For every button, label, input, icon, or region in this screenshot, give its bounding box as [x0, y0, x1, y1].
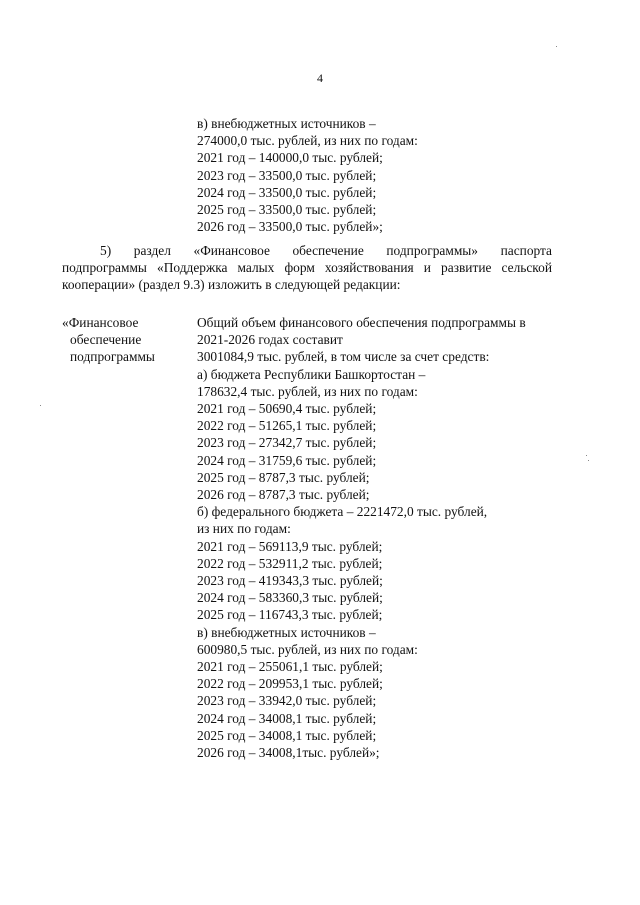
label-line: обеспечение — [70, 332, 142, 348]
label-line: «Финансовое — [62, 315, 139, 330]
content-line: 2023 год – 419343,3 тыс. рублей; — [197, 573, 383, 589]
top-funding-block — [197, 115, 418, 235]
page-number: 4 — [317, 71, 323, 85]
top-block-line: 2023 год – 33500,0 тыс. рублей; — [197, 167, 377, 183]
table-label-cell — [62, 314, 192, 366]
content-line: 2025 год – 34008,1 тыс. рублей; — [197, 727, 377, 743]
top-block-line: 2026 год – 33500,0 тыс. рублей»; — [197, 219, 383, 235]
content-line: 2024 год – 34008,1 тыс. рублей; — [197, 710, 377, 726]
content-line: 2022 год – 51265,1 тыс. рублей; — [197, 418, 377, 434]
top-block-line: в) внебюджетных источников – — [197, 116, 376, 131]
top-block-line: 2021 год – 140000,0 тыс. рублей; — [197, 150, 383, 166]
content-line: 2022 год – 209953,1 тыс. рублей; — [197, 676, 383, 692]
content-line: 2025 год – 116743,3 тыс. рублей; — [197, 607, 383, 623]
content-line: 2023 год – 27342,7 тыс. рублей; — [197, 435, 377, 451]
scan-speck — [588, 460, 589, 461]
paragraph-line: кооперации» (раздел 9.3) изложить в следующей редакции: — [62, 277, 401, 293]
label-line: подпрограммы — [70, 349, 155, 365]
content-line: 2026 год – 34008,1тыс. рублей»; — [197, 745, 380, 761]
top-block-line: 2025 год – 33500,0 тыс. рублей; — [197, 202, 377, 218]
content-line: из них по годам: — [197, 521, 291, 537]
content-line: 2024 год – 583360,3 тыс. рублей; — [197, 590, 383, 606]
content-line: 600980,5 тыс. рублей, из них по годам: — [197, 641, 418, 657]
scan-speck — [586, 455, 587, 456]
content-line: Общий объем финансового обеспечения подпрограммы в — [197, 315, 526, 330]
content-line: 3001084,9 тыс. рублей, в том числе за счет средств: — [197, 349, 490, 365]
content-line: 178632,4 тыс. рублей, из них по годам: — [197, 383, 418, 399]
content-line: в) внебюджетных источников – — [197, 624, 376, 640]
content-line: 2025 год – 8787,3 тыс. рублей; — [197, 469, 370, 485]
scan-speck — [40, 405, 41, 406]
content-line: 2021 год – 569113,9 тыс. рублей; — [197, 538, 383, 554]
content-line: 2022 год – 532911,2 тыс. рублей; — [197, 555, 383, 571]
content-line: 2021 год – 50690,4 тыс. рублей; — [197, 401, 377, 417]
content-line: 2021-2026 годах составит — [197, 332, 343, 348]
scan-speck — [556, 46, 557, 47]
top-block-line: 274000,0 тыс. рублей, из них по годам: — [197, 133, 418, 149]
content-line: а) бюджета Республики Башкортостан – — [197, 366, 426, 382]
content-line: 2023 год – 33942,0 тыс. рублей; — [197, 693, 377, 709]
content-line: 2024 год – 31759,6 тыс. рублей; — [197, 452, 377, 468]
content-line: б) федерального бюджета – 2221472,0 тыс. рублей, — [197, 504, 488, 520]
amendment-paragraph — [62, 242, 552, 294]
paragraph-line: подпрограммы «Поддержка малых форм хозяйствования и развитие сельской — [62, 260, 552, 276]
content-line: 2021 год – 255061,1 тыс. рублей; — [197, 659, 383, 675]
content-line: 2026 год – 8787,3 тыс. рублей; — [197, 487, 370, 503]
paragraph-line: 5) раздел «Финансовое обеспечение подпрограммы» паспорта — [100, 243, 552, 258]
top-block-line: 2024 год – 33500,0 тыс. рублей; — [197, 184, 377, 200]
table-content-cell — [197, 314, 557, 761]
